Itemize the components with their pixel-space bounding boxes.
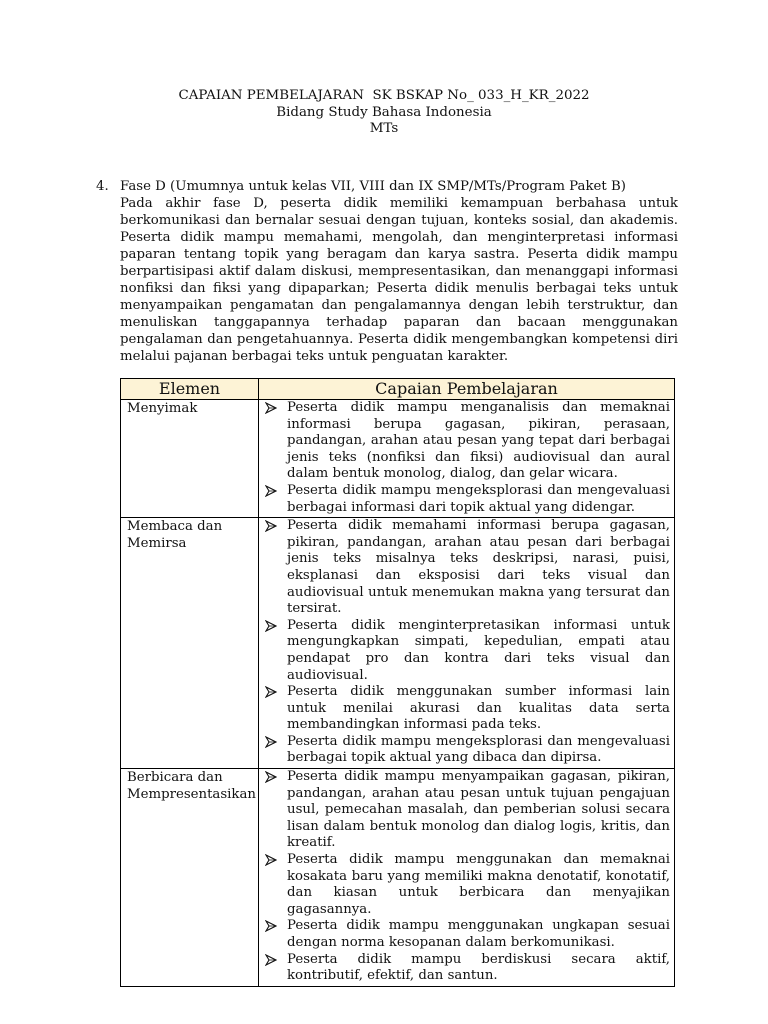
outcome-text: Peserta didik mampu menyampaikan gagasan, pikiran, pandangan, arahan atau pesan untuk tujuan pengajuan usul, pemecahan masalah, dan pemberian solusi secara lisan dalam bentuk monolog dan dialog logis, kritis, dan kreatif.	[287, 769, 670, 851]
element-cell: Membaca dan Memirsa	[121, 518, 259, 769]
list-item	[263, 684, 670, 734]
outcome-text: Peserta didik mampu mengeksplorasi dan mengevaluasi berbagai topik aktual yang dibaca dan dipirsa.	[287, 733, 670, 766]
document-subtitle: Bidang Study Bahasa Indonesia	[276, 104, 492, 120]
section-paragraph: Pada akhir fase D, peserta didik memiliki kemampuan berbahasa untuk berkomunikasi dan bernalar sesuai dengan tujuan, konteks sosial, dan akademis. Peserta didik mampu memahami, mengolah, dan menginterpretasi informasi paparan tentang topik yang beragam dan karya sastra. Peserta didik mampu berpartisipasi aktif dalam diskusi, mempresentasikan, dan menanggapi informasi nonfiksi dan fiksi yang dipaparkan; Peserta didik menulis berbagai teks untuk menyampaikan pengamatan dan pengalamannya dengan lebih terstruktur, dan menuliskan tanggapannya terhadap paparan dan bacaan menggunakan pengalaman dan pengetahuannya. Peserta didik mengembangkan kompetensi diri melalui pajanan berbagai teks untuk penguatan karakter.	[120, 196, 678, 364]
arrowhead-bullet-icon	[265, 736, 277, 748]
arrowhead-bullet-icon	[265, 854, 277, 866]
outcome-text: Peserta didik mampu menggunakan dan memaknai kosakata baru yang memiliki makna denotatif, konotatif, dan kiasan untuk berbicara dan menyajikan gagasannya.	[287, 852, 670, 917]
document-level: MTs	[369, 121, 399, 136]
outcome-text: Peserta didik menginterpretasikan informasi untuk mengungkapkan simpati, kepedulian, empati atau pendapat pro dan kontra dari teks visual dan audiovisual.	[287, 617, 670, 683]
list-item	[263, 518, 670, 618]
list-item	[263, 769, 670, 852]
section-number: 4.	[96, 179, 109, 194]
list-item	[263, 483, 670, 516]
document-header	[0, 88, 768, 138]
arrowhead-bullet-icon	[265, 402, 277, 414]
list-item	[263, 952, 670, 985]
arrowhead-bullet-icon	[265, 686, 277, 698]
outcomes-list	[263, 400, 670, 516]
table-header-cell: Elemen	[121, 379, 259, 400]
element-cell: Berbicara dan Mempresentasikan	[121, 769, 259, 987]
table-header-row	[121, 379, 675, 400]
list-item	[263, 618, 670, 684]
arrowhead-bullet-icon	[265, 954, 277, 966]
table-row	[121, 518, 675, 769]
outcomes-cell	[259, 400, 675, 518]
arrowhead-bullet-icon	[265, 485, 277, 497]
table-row	[121, 400, 675, 518]
section-heading: Fase D (Umumnya untuk kelas VII, VIII dan IX SMP/MTs/Program Paket B)	[120, 179, 626, 194]
outcome-text: Peserta didik mampu berdiskusi secara aktif, kontributif, efektif, dan santun.	[287, 951, 670, 984]
learning-outcomes-table	[120, 378, 675, 987]
list-item	[263, 918, 670, 951]
outcomes-cell	[259, 518, 675, 769]
outcome-text: Peserta didik mampu menggunakan ungkapan sesuai dengan norma kesopanan dalam berkomunikasi.	[287, 918, 670, 950]
outcomes-list	[263, 518, 670, 767]
arrowhead-bullet-icon	[265, 620, 277, 632]
outcome-text: Peserta didik mampu mengeksplorasi dan mengevaluasi berbagai informasi dari topik aktual yang didengar.	[287, 482, 670, 515]
element-cell: Menyimak	[121, 400, 259, 518]
outcome-text: Peserta didik menggunakan sumber informasi lain untuk menilai akurasi dan kualitas data serta membandingkan informasi pada teks.	[287, 684, 670, 733]
table-row	[121, 769, 675, 987]
outcomes-cell	[259, 769, 675, 987]
outcome-text: Peserta didik mampu menganalisis dan memaknai informasi berupa gagasan, pikiran, perasaan, pandangan, arahan atau pesan yang tepat dari berbagai jenis teks (nonfiksi dan fiksi) audiovisual dan aural dalam bentuk monolog, dialog, dan gelar wicara.	[287, 400, 670, 482]
arrowhead-bullet-icon	[265, 771, 277, 783]
arrowhead-bullet-icon	[265, 520, 277, 532]
list-item	[263, 734, 670, 767]
document-title: CAPAIAN PEMBELAJARAN SK BSKAP No_ 033_H_KR_2022	[178, 88, 590, 103]
table-header-cell: Capaian Pembelajaran	[259, 379, 675, 400]
list-item	[263, 400, 670, 483]
list-item	[263, 852, 670, 918]
outcomes-list	[263, 769, 670, 985]
arrowhead-bullet-icon	[265, 920, 277, 932]
outcome-text: Peserta didik memahami informasi berupa gagasan, pikiran, pandangan, arahan atau pesan dari berbagai jenis teks misalnya teks deskripsi, narasi, puisi, eksplanasi dan eksposisi dari teks visual dan audiovisual untuk menemukan makna yang tersurat dan tersirat.	[287, 518, 670, 617]
phase-section	[96, 178, 678, 365]
